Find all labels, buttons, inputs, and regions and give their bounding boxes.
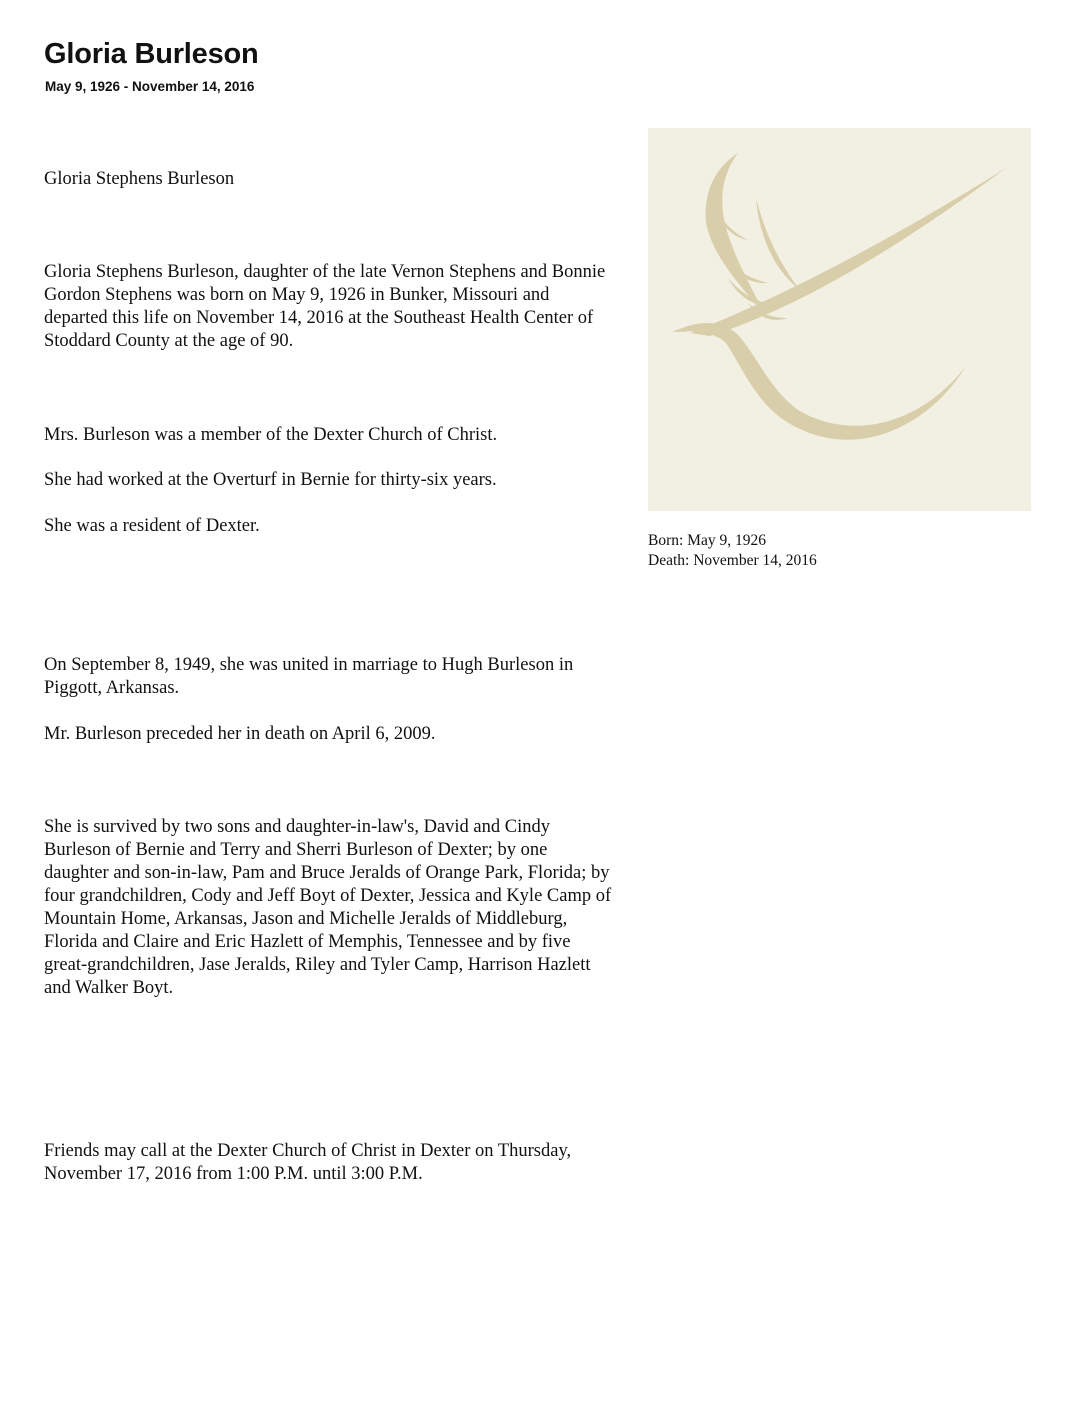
survivors-paragraph: She is survived by two sons and daughter-in-law's, David and Cindy Burleson of Bernie and Terry and Sherri Burleson of Dexter; by one daughter and son-in-law, Pam and Bruce Jeralds of Orange Park, Florida; by four grandchildren, Cody and Jeff Boyt of Dexter, Jessica and Kyle Camp of Mountain Home, Arkansas, Jason and Michelle Jeralds of Middleburg, Florida and Claire and Eric Hazlett of Memphis, Tennessee and by five great-grandchildren, Jase Jeralds, Riley and Tyler Camp, Harrison Hazlett and Walker Boyt.: [44, 817, 612, 998]
deceased-name: Gloria Burleson: [44, 38, 259, 70]
dove-icon: [648, 128, 1031, 511]
memorial-image: [648, 128, 1031, 511]
visitation-paragraph: Friends may call at the Dexter Church of Christ in Dexter on Thursday, November 17, 2016 from 1:00 P.M. until 3:00 P.M.: [44, 1141, 572, 1184]
death-caption: Death: November 14, 2016: [648, 552, 817, 569]
born-caption: Born: May 9, 1926: [648, 532, 766, 549]
residence-paragraph: She was a resident of Dexter.: [44, 516, 260, 536]
full-name-paragraph: Gloria Stephens Burleson: [44, 169, 235, 189]
spouse-death-paragraph: Mr. Burleson preceded her in death on April 6, 2009.: [44, 724, 436, 744]
marriage-paragraph: On September 8, 1949, she was united in marriage to Hugh Burleson in Piggott, Arkansas.: [44, 655, 574, 698]
life-dates: May 9, 1926 - November 14, 2016: [45, 79, 255, 94]
work-paragraph: She had worked at the Overturf in Bernie for thirty-six years.: [44, 470, 497, 490]
birth-paragraph: Gloria Stephens Burleson, daughter of the late Vernon Stephens and Bonnie Gordon Stephens was born on May 9, 1926 in Bunker, Missouri and departed this life on November 14, 2016 at the Southeast Health Center of Stoddard County at the age of 90.: [44, 262, 606, 351]
church-paragraph: Mrs. Burleson was a member of the Dexter Church of Christ.: [44, 425, 498, 445]
